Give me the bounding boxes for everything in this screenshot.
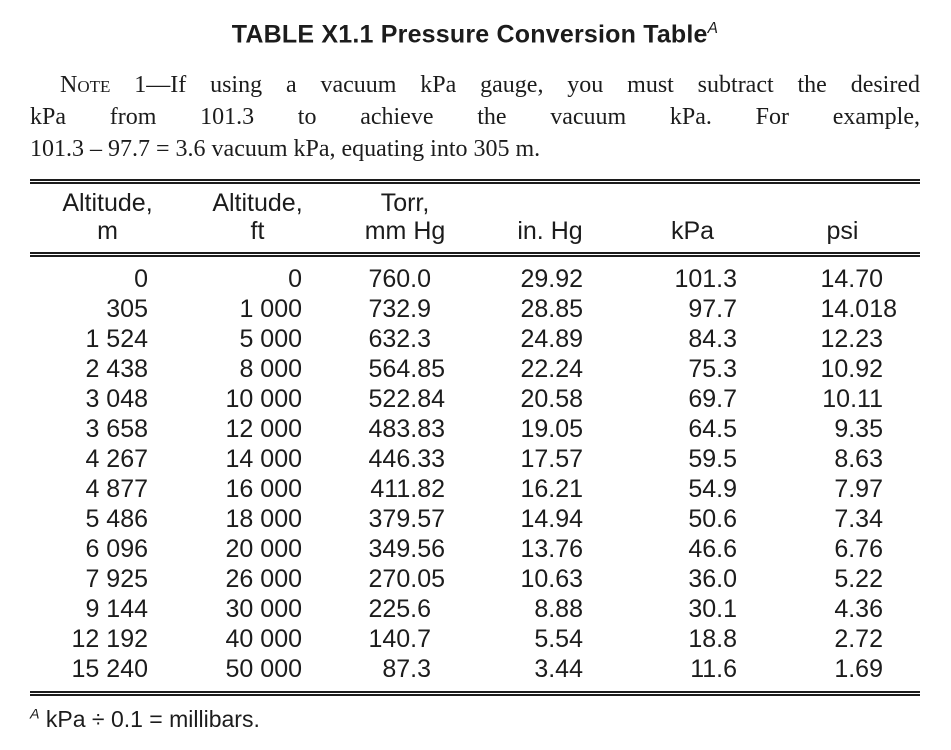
table-cell: 0	[288, 265, 302, 294]
table-cell: 19.05	[520, 415, 583, 444]
footnote-text: kPa ÷ 0.1 = millibars.	[39, 706, 260, 733]
table-cell: 5.22	[834, 565, 883, 594]
header-line: mm Hg	[364, 217, 446, 246]
table-cell: 411.82	[370, 475, 445, 504]
table-cell: 12.23	[820, 325, 883, 354]
header-line: kPa	[670, 217, 715, 246]
table-row	[30, 624, 920, 654]
table-cell: 10.11	[822, 385, 883, 414]
table-cell: 3 048	[85, 385, 148, 414]
table-body	[30, 255, 920, 694]
table-cell: 7.97	[834, 475, 883, 504]
table-cell: 2 438	[85, 355, 148, 384]
table-cell: 7.34	[834, 505, 883, 534]
table-cell: 18 000	[225, 505, 302, 534]
header-line: psi	[826, 217, 859, 246]
header-line: Altitude,	[62, 189, 153, 218]
table-cell: 1 524	[85, 325, 148, 354]
table-cell: 349.56	[368, 535, 445, 564]
header-line: in. Hg	[517, 217, 583, 246]
table-cell: 564.85	[368, 355, 445, 384]
table-title-text: TABLE X1.1 Pressure Conversion Table	[231, 20, 708, 49]
note-line-3: 101.3 – 97.7 = 3.6 vacuum kPa, equating into 305 m.	[30, 136, 541, 163]
table-cell: 3.44	[534, 655, 583, 684]
table-row	[30, 594, 920, 624]
table-cell: 20 000	[225, 535, 302, 564]
table-cell: 8.63	[834, 445, 883, 474]
table-cell: 379.57	[368, 505, 445, 534]
table-row	[30, 564, 920, 594]
table-cell: 17.57	[520, 445, 583, 474]
table-cell: 50 000	[225, 655, 302, 684]
table-cell: 26 000	[225, 565, 302, 594]
table-cell: 30.1	[688, 595, 737, 624]
table-cell: 20.58	[520, 385, 583, 414]
table-cell: 36.0	[688, 565, 737, 594]
table-cell: 12 192	[71, 625, 148, 654]
table-cell: 1 000	[239, 295, 302, 324]
table-cell: 64.5	[688, 415, 737, 444]
table-cell: 2.72	[834, 625, 883, 654]
table-cell: 9.35	[834, 415, 883, 444]
table-cell: 1.69	[834, 655, 883, 684]
table-cell: 14.018	[820, 295, 897, 324]
table-cell: 446.33	[368, 445, 445, 474]
table-cell: 305	[106, 295, 148, 324]
table-row	[30, 255, 920, 295]
table-cell: 140.7	[368, 625, 431, 654]
table-cell: 9 144	[85, 595, 148, 624]
table-cell: 483.83	[368, 415, 445, 444]
note-line-1-text: 1—If using a vacuum kPa gauge, you must subtract the desired	[110, 72, 920, 99]
note-line-1	[30, 69, 920, 101]
column-header-altitude-m	[30, 182, 185, 255]
table-cell: 16 000	[225, 475, 302, 504]
pressure-conversion-table	[30, 179, 920, 696]
table-cell: 10.92	[820, 355, 883, 384]
table-cell: 29.92	[520, 265, 583, 294]
table-cell: 4 877	[85, 475, 148, 504]
table-cell: 84.3	[688, 325, 737, 354]
table-cell: 14.94	[520, 505, 583, 534]
table-cell: 87.3	[382, 655, 431, 684]
table-cell: 12 000	[225, 415, 302, 444]
table-cell: 16.21	[520, 475, 583, 504]
table-cell: 6 096	[85, 535, 148, 564]
header-row	[30, 182, 920, 255]
column-header-psi	[765, 182, 920, 255]
table-cell: 24.89	[520, 325, 583, 354]
table-cell: 4.36	[834, 595, 883, 624]
table-cell: 40 000	[225, 625, 302, 654]
table-row	[30, 474, 920, 504]
table-cell: 14 000	[225, 445, 302, 474]
table-cell: 46.6	[688, 535, 737, 564]
header-line	[480, 189, 620, 217]
note-line-2: kPa from 101.3 to achieve the vacuum kPa. For example,	[30, 104, 920, 131]
table-cell: 101.3	[674, 265, 737, 294]
table-cell: 22.24	[520, 355, 583, 384]
column-header-altitude-ft	[185, 182, 330, 255]
table-row	[30, 294, 920, 324]
note-paragraph	[30, 69, 920, 165]
table-cell: 50.6	[688, 505, 737, 534]
footnote-superscript: A	[30, 706, 40, 723]
table-footnote	[30, 706, 920, 733]
column-header-in-hg	[480, 182, 620, 255]
table-row	[30, 654, 920, 694]
table-cell: 632.3	[368, 325, 431, 354]
header-line: m	[97, 217, 118, 246]
column-header-kpa	[620, 182, 765, 255]
table-cell: 15 240	[71, 655, 148, 684]
table-cell: 59.5	[688, 445, 737, 474]
table-row	[30, 444, 920, 474]
table-title	[30, 20, 920, 49]
table-cell: 8 000	[239, 355, 302, 384]
header-line	[620, 189, 765, 217]
table-cell: 522.84	[368, 385, 445, 414]
table-cell: 13.76	[520, 535, 583, 564]
note-label: Note	[60, 72, 111, 99]
table-header	[30, 182, 920, 255]
table-cell: 760.0	[368, 265, 431, 294]
table-title-superscript: A	[707, 20, 719, 37]
table-cell: 10 000	[225, 385, 302, 414]
table-row	[30, 504, 920, 534]
header-line: Altitude,	[212, 189, 303, 218]
table-cell: 75.3	[688, 355, 737, 384]
table-cell: 30 000	[225, 595, 302, 624]
table-row	[30, 384, 920, 414]
table-cell: 18.8	[688, 625, 737, 654]
table-cell: 6.76	[834, 535, 883, 564]
column-header-torr-mmhg	[330, 182, 480, 255]
table-row	[30, 414, 920, 444]
table-cell: 28.85	[520, 295, 583, 324]
table-cell: 14.70	[820, 265, 883, 294]
header-line: ft	[250, 217, 265, 246]
table-cell: 732.9	[368, 295, 431, 324]
table-cell: 270.05	[368, 565, 445, 594]
table-cell: 225.6	[368, 595, 431, 624]
table-cell: 11.6	[690, 655, 737, 684]
table-row	[30, 534, 920, 564]
table-cell: 5 486	[85, 505, 148, 534]
table-cell: 69.7	[688, 385, 737, 414]
table-cell: 7 925	[85, 565, 148, 594]
table-cell: 0	[134, 265, 148, 294]
table-cell: 54.9	[688, 475, 737, 504]
table-cell: 10.63	[520, 565, 583, 594]
header-line: Torr,	[380, 189, 430, 218]
table-row	[30, 324, 920, 354]
table-cell: 5.54	[534, 625, 583, 654]
table-cell: 3 658	[85, 415, 148, 444]
table-cell: 4 267	[85, 445, 148, 474]
table-cell: 5 000	[239, 325, 302, 354]
table-cell: 97.7	[688, 295, 737, 324]
table-row	[30, 354, 920, 384]
header-line	[765, 189, 920, 217]
table-cell: 8.88	[534, 595, 583, 624]
